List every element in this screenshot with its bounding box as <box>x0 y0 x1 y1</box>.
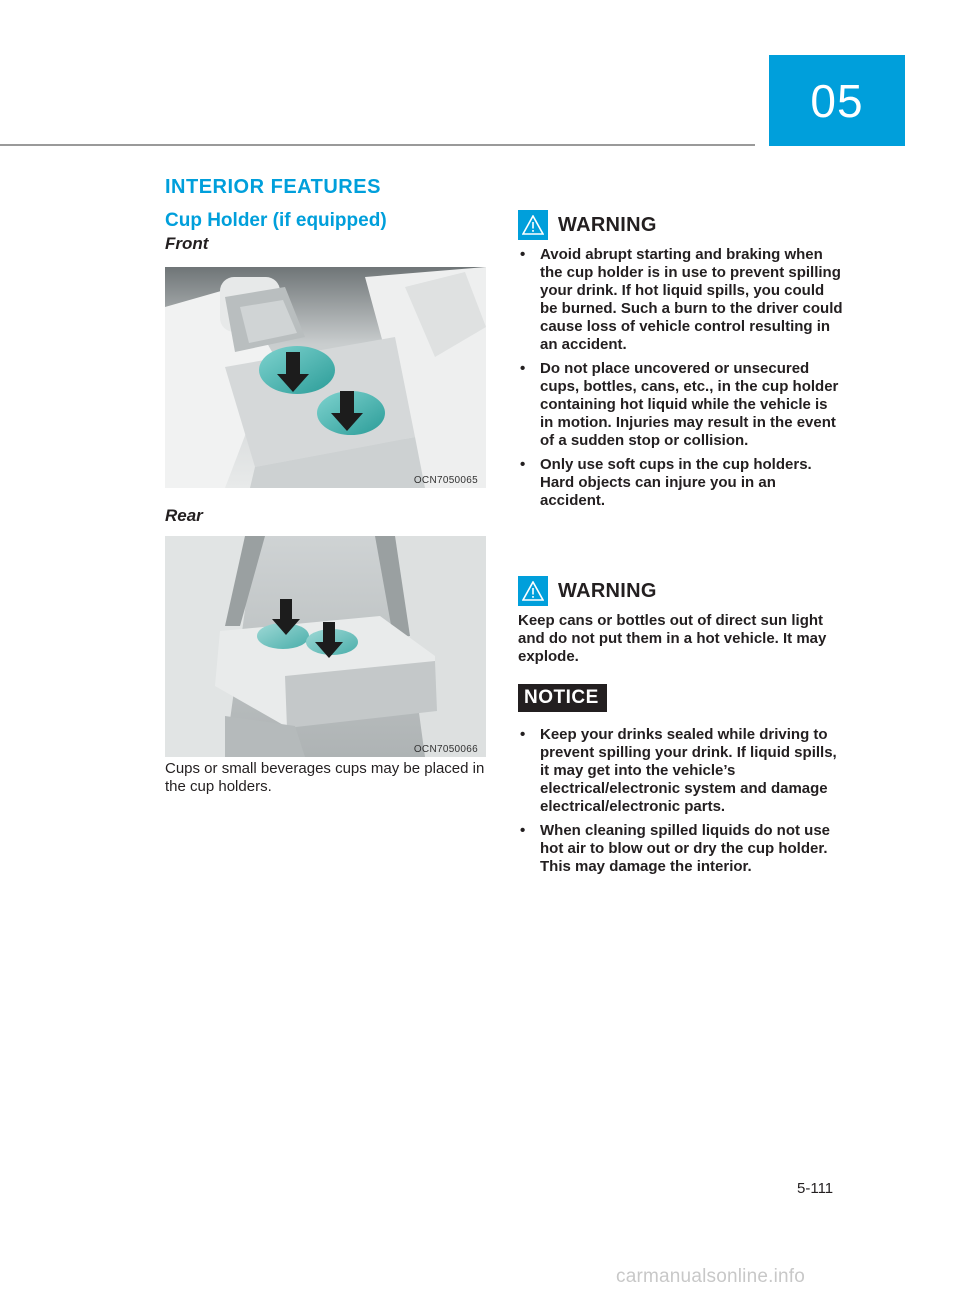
list-item: • Keep your drinks sealed while driving to prevent spilling your drink. If liquid spills, it may get into the vehicle’s electrical/electronic system and damage electrical/electronic parts. <box>520 726 837 815</box>
chapter-tab <box>769 55 905 146</box>
rear-cup-holder-figure <box>165 536 486 757</box>
front-figure-code: OCN7050065 <box>413 475 478 486</box>
warning-text: Keep cans or bottles out of direct sun light and do not put them in a hot vehicle. It may explode. <box>518 612 827 665</box>
warning-triangle-icon <box>518 576 548 606</box>
warning-title: WARNING <box>558 579 657 602</box>
page-number: 5-111 <box>797 1180 834 1197</box>
list-item: • When cleaning spilled liquids do not use hot air to blow out or dry the cup holder. This may damage the interior. <box>520 822 831 875</box>
warning-triangle-icon <box>518 210 548 240</box>
rear-armrest-illustration <box>165 536 486 757</box>
chapter-number: 05 <box>810 74 864 127</box>
header-rule <box>0 144 755 146</box>
subsection-title: Cup Holder (if equipped) <box>165 210 387 231</box>
front-label: Front <box>165 234 209 253</box>
list-item: • Only use soft cups in the cup holders. Hard objects can injure you in an accident. <box>520 456 812 509</box>
rear-label: Rear <box>165 506 203 525</box>
warning-block-1 <box>518 210 843 516</box>
front-cup-holder-figure <box>165 267 486 488</box>
warning-title: WARNING <box>558 213 657 236</box>
rear-figure-code: OCN7050066 <box>413 744 478 755</box>
notice-block <box>518 684 843 882</box>
section-title: INTERIOR FEATURES <box>165 176 381 198</box>
watermark: carmanualsonline.info <box>616 1266 806 1287</box>
warning-list <box>518 246 843 510</box>
front-console-illustration <box>165 267 486 488</box>
list-item: • Avoid abrupt starting and braking when the cup holder is in use to prevent spilling your drink. If hot liquid spills, you could be burned. Such a burn to the driver could cause loss of vehicle control resulting in an accident. <box>520 246 843 353</box>
notice-badge: NOTICE <box>518 684 607 712</box>
cup-holder-description: Cups or small beverages cups may be placed in the cup holders. <box>165 760 485 795</box>
notice-list <box>518 726 843 876</box>
warning-block-2 <box>518 576 843 666</box>
list-item: • Do not place uncovered or unsecured cups, bottles, cans, etc., in the cup holder containing hot liquid while the vehicle is in motion. Injuries may result in the event of a sudden stop or collision. <box>520 360 839 449</box>
